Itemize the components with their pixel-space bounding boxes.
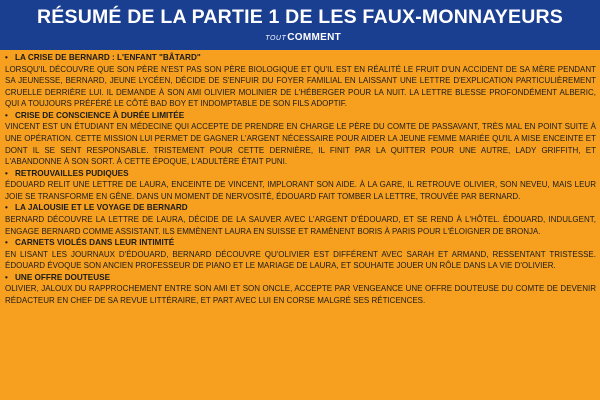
section-heading: • UNE OFFRE DOUTEUSE [5,272,111,282]
section-crise-conscience [5,110,596,168]
section-text: BERNARD DÉCOUVRE LA LETTRE DE LAURA, DÉCIDE DE LA SAUVER AVEC L'ARGENT D'ÉDOUARD, ET SE REND À L'HÔTEL. ÉDOUARD, INDULGENT, ENGAGE BERNARD COMME ASSISTANT. ILS EMMÈNENT LAURA EN SUISSE ET RAMÈNENT BORIS À PARIS POUR L'ÉLOIGNER DE BRONJA. [5,214,596,236]
section-text: EN LISANT LES JOURNAUX D'ÉDOUARD, BERNARD DÉCOUVRE QU'OLIVIER EST DIFFÉRENT AVEC SARAH ET ARMAND, RESSENTANT TRISTESSE. ÉDOUARD ÉVOQUE SON ANCIEN PROFESSEUR DE PIANO ET LE MARIAGE DE LAURA, ET SOUHAITE JOUER UN RÔLE DANS LA VIE D'OLIVIER. [5,249,596,271]
section-offre [5,272,596,307]
section-retrouvailles [5,168,596,203]
section-text: ÉDOUARD RELIT UNE LETTRE DE LAURA, ENCEINTE DE VINCENT, IMPLORANT SON AIDE. À LA GARE, IL RETROUVE OLIVIER, SON NEVEU, MAIS LEUR JOIE SE TRANSFORME EN GÊNE. DANS UN MOMENT DE NERVOSITÉ, ÉDOUARD FAIT TOMBER LA LETTRE, TROUVÉE PAR BERNARD. [5,180,596,201]
section-heading: • RETROUVAILLES PUDIQUES [5,168,129,178]
page-title: RÉSUMÉ DE LA PARTIE 1 DE LES FAUX-MONNAYEURS [37,6,563,28]
bullet-icon: • [5,238,8,248]
header-banner [0,0,600,50]
section-heading: • LA JALOUSIE ET LE VOYAGE DE BERNARD [5,203,188,213]
section-text: VINCENT EST UN ÉTUDIANT EN MÉDECINE QUI ACCEPTE DE PRENDRE EN CHARGE LE PÈRE DU COMTE DE PASSAVANT, TRÈS MAL EN POINT SUITE À UNE OPÉRATION. CETTE MISSION LUI PERMET DE GAGNER L'ARGENT NÉCESSAIRE POUR AIDER LA JEUNE FEMME MARIÉE QU'IL A MISE ENCEINTE ET DONT IL SE SENT RESPONSABLE. TRISTEMENT POUR CETTE DERNIÈRE, IL FINIT PAR LA QUITTER POUR UNE AUTRE, LADY GRIFFITH, ET L'ABANDONNE À SON SORT. À CETTE ÉPOQUE, L'ADULTÈRE ÉTAIT PUNI. [5,122,596,167]
bullet-icon: • [5,203,8,213]
section-heading: • LA CRISE DE BERNARD : L'ENFANT "BÂTARD" [5,53,201,62]
section-text: LORSQU'IL DÉCOUVRE QUE SON PÈRE N'EST PAS SON PÈRE BIOLOGIQUE ET QU'IL EST EN RÉALITÉ LE FRUIT D'UN ACCIDENT DE SA MÈRE PENDANT SA JEUNESSE, BERNARD, JEUNE LYCÉEN, DÉCIDE DE S'ENFUIR DU FOYER FAMILIAL EN LAISSANT UNE LETTRE D'EXPLICATION PARTICULIÈREMENT CRUELLE DERRIÈRE LUI. IL DEMANDE À SON AMI OLIVIER MOLINIER DE L'HÉBERGER POUR LA NUIT. LA LETTRE BLESSE PROFONDÉMENT ALBERIC, QUI A TOUJOURS PRÉFÉRÉ LE CÔTÉ BAD BOY ET INDOMPTABLE DE SON FILS ADOPTIF. [5,64,596,109]
bullet-icon: • [5,168,8,178]
section-text: OLIVIER, JALOUX DU RAPPROCHEMENT ENTRE SON AMI ET SON ONCLE, ACCEPTE PAR VENGEANCE UNE OFFRE DOUTEUSE DU COMTE DE DEVENIR RÉDACTEUR EN CHEF DE SA REVUE LITTÉRAIRE, ET PART AVEC LUI EN CORSE MALGRÉ SES RÉTICENCES. [5,284,596,305]
bullet-icon: • [5,110,8,120]
section-heading: • CRISE DE CONSCIENCE À DURÉE LIMITÉE [5,110,185,120]
section-crise-bernard [5,52,596,110]
section-heading: • CARNETS VIOLÉS DANS LEUR INTIMITÉ [5,238,175,248]
section-carnets [5,237,596,272]
toutcomment-logo: TOUTCOMMENT [265,32,341,43]
summary-content [0,50,600,307]
bullet-icon: • [5,272,8,282]
bullet-icon: • [5,53,8,62]
section-jalousie [5,202,596,237]
